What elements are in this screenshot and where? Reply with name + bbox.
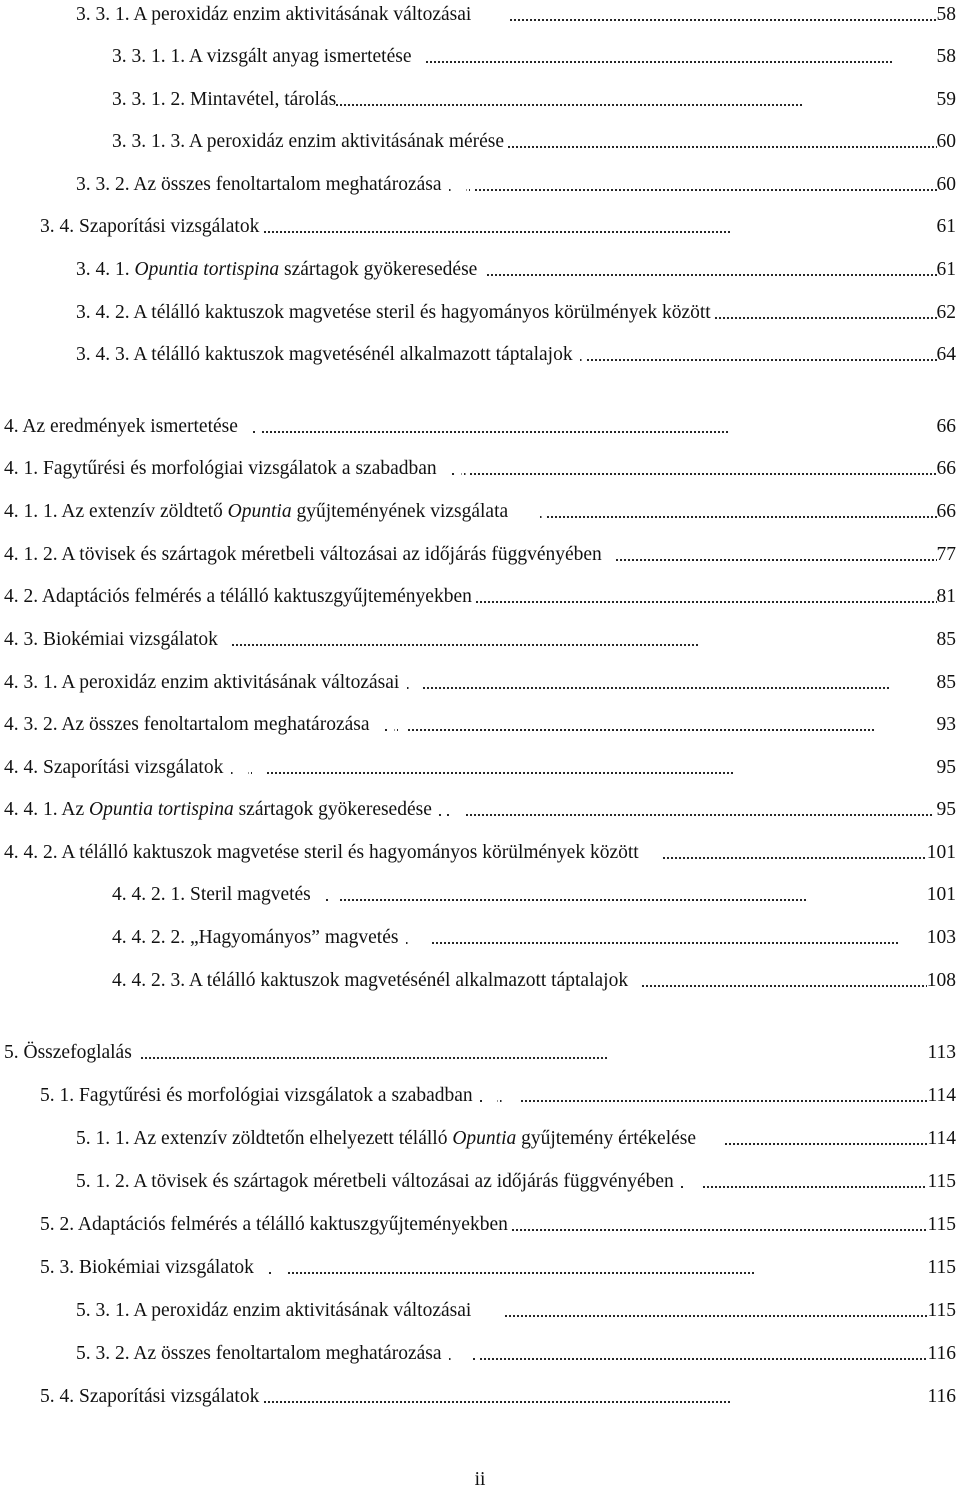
toc-leader (471, 1298, 927, 1324)
toc-page-number: 115 (927, 1214, 956, 1235)
toc-entry-title: 4. 3. Biokémiai vizsgálatok (4, 629, 218, 650)
toc-leader (442, 1341, 928, 1367)
toc-entry[interactable] (4, 797, 956, 823)
toc-entry[interactable] (112, 925, 956, 951)
toc-leader (370, 712, 937, 738)
toc-page-number: 61 (936, 259, 956, 280)
toc-entry[interactable] (4, 627, 956, 653)
toc-page-number: 115 (927, 1171, 956, 1192)
toc-leader (471, 2, 936, 28)
toc-leader (639, 840, 927, 866)
toc-page-number: 114 (927, 1085, 956, 1106)
toc-entry-title: 4. 1. Fagytűrési és morfológiai vizsgálatok a szabadban (4, 458, 437, 479)
toc-leader (674, 1169, 928, 1195)
toc-entry-title: 4. 4. Szaporítási vizsgálatok (4, 757, 224, 778)
toc-page-number: 103 (926, 927, 956, 948)
toc-entry[interactable] (112, 129, 956, 155)
toc-entry-title: 4. 4. 2. 2. „Hagyományos” magvetés (112, 927, 399, 948)
toc-entry-title: 5. Összefoglalás (4, 1042, 132, 1063)
toc-entry[interactable] (4, 414, 956, 440)
toc-leader (218, 627, 937, 653)
toc-page-number: 66 (936, 458, 956, 479)
toc-page-number: 114 (927, 1128, 956, 1149)
toc-leader (628, 968, 927, 994)
toc-entry[interactable] (40, 1212, 956, 1238)
toc-page-number: 101 (926, 842, 956, 863)
toc-leader (602, 542, 937, 568)
toc-entry[interactable] (4, 456, 956, 482)
toc-entry[interactable] (76, 257, 956, 283)
toc-page-number: 64 (936, 344, 956, 365)
toc-entry[interactable] (76, 1169, 956, 1195)
toc-page-number: 95 (936, 799, 956, 820)
toc-entry-title: 3. 4. 3. A télálló kaktuszok magvetésénél alkalmazott táptalajok (76, 344, 573, 365)
toc-entry[interactable] (4, 755, 956, 781)
toc-entry-title: 4. 4. 2. 1. Steril magvetés (112, 884, 311, 905)
toc-page-number: 66 (936, 416, 956, 437)
toc-leader (411, 44, 936, 70)
toc-entry[interactable] (4, 584, 956, 610)
toc-entry[interactable] (76, 342, 956, 368)
toc-page-number: 93 (936, 714, 956, 735)
toc-entry[interactable] (76, 1341, 956, 1367)
toc-entry[interactable] (76, 1298, 956, 1324)
toc-entry[interactable] (4, 712, 956, 738)
toc-entry-title: 5. 1. Fagytűrési és morfológiai vizsgálatok a szabadban (40, 1085, 473, 1106)
toc-leader (223, 755, 936, 781)
toc-entry-title: 5. 3. Biokémiai vizsgálatok (40, 1257, 254, 1278)
toc-entry-title: 5. 1. 2. A tövisek és szártagok méretbeli változásai az időjárás függvényében (76, 1171, 674, 1192)
toc-leader (508, 1212, 928, 1238)
toc-page-number: 115 (927, 1300, 956, 1321)
toc-page-number: 108 (926, 970, 956, 991)
toc-entry-title: 3. 4. 1. Opuntia tortispina szártagok gyökeresedése (76, 259, 478, 280)
toc-entry[interactable] (76, 172, 956, 198)
toc-leader (432, 797, 937, 823)
toc-page-number: 66 (936, 501, 956, 522)
toc-entry-title: 4. 4. 2. A télálló kaktuszok magvetése steril és hagyományos körülmények között (4, 842, 639, 863)
toc-entry-title: 3. 3. 1. 3. A peroxidáz enzim aktivitásának mérése (112, 131, 505, 152)
toc-page-number: 81 (936, 586, 956, 607)
toc-page-number: 116 (927, 1386, 956, 1407)
toc-entry[interactable] (4, 670, 956, 696)
toc-entry-title: 5. 2. Adaptációs felmérés a télálló kaktuszgyűjteményekben (40, 1214, 508, 1235)
toc-leader (399, 670, 936, 696)
toc-leader (573, 342, 937, 368)
toc-page-number: 77 (936, 544, 956, 565)
toc-entry[interactable] (40, 1083, 956, 1109)
toc-entry[interactable] (40, 1384, 956, 1410)
toc-leader (398, 925, 926, 951)
toc-leader (259, 1384, 927, 1410)
toc-entry[interactable] (112, 968, 956, 994)
toc-entry[interactable] (76, 1126, 956, 1152)
toc-page-number: 85 (936, 672, 956, 693)
toc-leader (472, 584, 937, 610)
toc-page-number: 60 (936, 174, 956, 195)
toc-entry-title: 4. 3. 1. A peroxidáz enzim aktivitásának változásai (4, 672, 400, 693)
toc-entry-title: 4. 4. 2. 3. A télálló kaktuszok magvetésénél alkalmazott táptalajok (112, 970, 629, 991)
toc-entry[interactable] (112, 44, 956, 70)
toc-leader (508, 499, 936, 525)
toc-entry-title: 5. 3. 2. Az összes fenoltartalom meghatározása (76, 1343, 442, 1364)
toc-leader (437, 456, 937, 482)
toc-page-number: 61 (936, 216, 956, 237)
toc-entry-title: 4. 1. 1. Az extenzív zöldtető Opuntia gyűjteményének vizsgálata (4, 501, 509, 522)
toc-leader (238, 414, 937, 440)
toc-entry[interactable] (76, 2, 956, 28)
toc-page-number: 113 (927, 1042, 956, 1063)
page-number: ii (474, 1469, 486, 1490)
toc-leader (254, 1255, 928, 1281)
toc-leader (473, 1083, 928, 1109)
toc-page-number: 60 (936, 131, 956, 152)
toc-entry-title: 3. 3. 1. 1. A vizsgált anyag ismertetése (112, 46, 412, 67)
toc-entry-title: 5. 4. Szaporítási vizsgálatok (40, 1386, 260, 1407)
toc-entry[interactable] (4, 542, 956, 568)
toc-entry-title: 4. Az eredmények ismertetése (4, 416, 238, 437)
toc-entry-title: 3. 3. 1. A peroxidáz enzim aktivitásának változásai (76, 4, 472, 25)
toc-leader (442, 172, 937, 198)
toc-page-number: 95 (936, 757, 956, 778)
toc-page-number: 58 (936, 46, 956, 67)
toc-entry[interactable] (4, 499, 956, 525)
toc-entry[interactable] (4, 840, 956, 866)
toc-page-number: 85 (936, 629, 956, 650)
toc-entry-title: 4. 3. 2. Az összes fenoltartalom meghatározása (4, 714, 370, 735)
toc-entry[interactable] (40, 1255, 956, 1281)
toc-leader (477, 257, 936, 283)
toc-entry-title: 4. 1. 2. A tövisek és szártagok méretbeli változásai az időjárás függvényében (4, 544, 602, 565)
toc-entry-title: 4. 2. Adaptációs felmérés a télálló kaktuszgyűjteményekben (4, 586, 472, 607)
toc-page-number: 116 (927, 1343, 956, 1364)
toc-page-number: 59 (936, 89, 956, 110)
toc-entry[interactable] (112, 882, 956, 908)
toc-page-number: 115 (927, 1257, 956, 1278)
toc-entry[interactable] (40, 214, 956, 240)
toc-entry[interactable] (112, 87, 956, 113)
toc-page-number: 101 (926, 884, 956, 905)
toc-leader (696, 1126, 927, 1152)
toc-leader (504, 129, 936, 155)
toc-entry-title: 3. 4. 2. A télálló kaktuszok magvetése steril és hagyományos körülmények között (76, 302, 711, 323)
toc-entry[interactable] (76, 300, 956, 326)
toc-leader (711, 300, 937, 326)
toc-page-number: 58 (936, 4, 956, 25)
toc-entry[interactable] (4, 1040, 956, 1066)
toc-entry-title: 4. 4. 1. Az Opuntia tortispina szártagok gyökeresedése (4, 799, 432, 820)
toc-leader (259, 214, 936, 240)
toc-page-number: 62 (936, 302, 956, 323)
toc-entry-title: 3. 3. 2. Az összes fenoltartalom meghatározása (76, 174, 442, 195)
toc-entry-title: 5. 1. 1. Az extenzív zöldtetőn elhelyezett télálló Opuntia gyűjtemény értékelése (76, 1128, 697, 1149)
toc-entry-title: 3. 3. 1. 2. Mintavétel, tárolás (112, 89, 337, 110)
toc-leader (132, 1040, 928, 1066)
toc-entry-title: 3. 4. Szaporítási vizsgálatok (40, 216, 260, 237)
toc-leader (311, 882, 927, 908)
toc-entry-title: 5. 3. 1. A peroxidáz enzim aktivitásának változásai (76, 1300, 472, 1321)
toc-leader (336, 87, 936, 113)
